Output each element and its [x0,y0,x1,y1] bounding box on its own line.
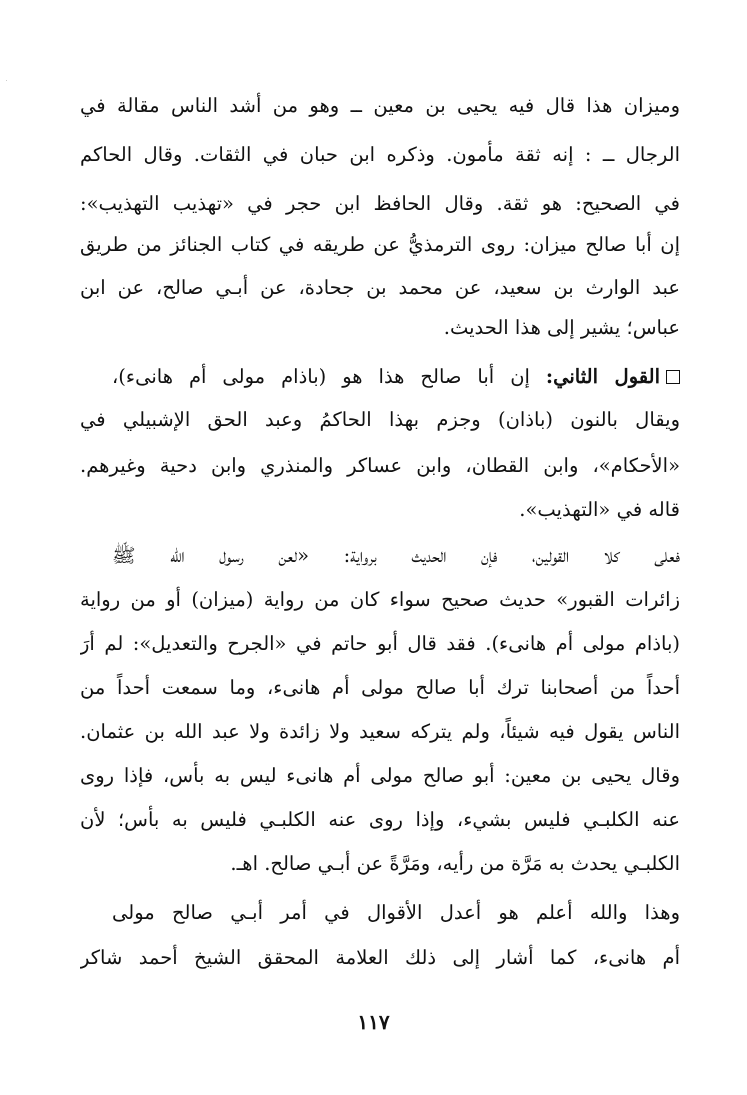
text-line: في الصحيح: هو ثقة. وقال الحافظ ابن حجر في «تهذيب التهذيب»: [80,192,680,215]
text-line: وميزان هذا قال فيه يحيى بن معين ــ وهو من أشد الناس مقالة في [80,94,680,117]
text-line [112,357,680,397]
text-line: الناس يقول فيه شيئاً، ولم يتركه سعيد ولا زائدة ولا عبد الله بن عثمان. [80,720,680,743]
text-line: ويقال بالنون (باذان) وجزم بهذا الحاكمُ وعبد الحق الإشبيلي في [80,408,680,431]
text-line: عبد الوارث بن سعيد، عن محمد بن جحادة، عن أبـي صالح، عن ابن [80,276,680,299]
text-line: عنه الكلبـي فليس بشيء، وإذا روى عنه الكلبـي فليس به بأس؛ لأن [80,808,680,831]
text-line: الكلبـي يحدث به مَرَّة من رأيه، ومَرَّةً عن أبـي صالح. اهـ. [230,852,680,875]
text-line: قاله في «التهذيب». [519,498,680,521]
text-line: «الأحكام»، وابن القطان، وابن عساكر والمنذري وابن دحية وغيرهم. [80,454,680,477]
section-heading: القول الثاني: [545,365,661,388]
text-line: فعلى كلا القولين، فإن الحديث برواية: «لعن رسول الله ﷺ [112,544,680,567]
text-line: أحداً من أصحابنا ترك أبا صالح مولى أم هانىء، وما سمعت أحداً من [80,676,680,699]
scan-speck [6,80,7,81]
text-line: (باذام مولى أم هانىء). فقد قال أبو حاتم في «الجرح والتعديل»: لم أرَ [80,632,680,655]
text-line: عباس؛ يشير إلى هذا الحديث. [443,316,680,339]
text-line: الرجال ــ : إنه ثقة مأمون. وذكره ابن حبان في الثقات. وقال الحاكم [80,143,680,166]
page-number: ١١٧ [357,1010,390,1034]
text-line: زائرات القبور» حديث صحيح سواء كان من رواية (ميزان) أو من رواية [80,588,680,611]
text-line: أم هانىء، كما أشار إلى ذلك العلامة المحقق الشيخ أحمد شاكر [80,946,680,969]
text-line: إن أبا صالح ميزان: روى الترمذيُّ عن طريقه في كتاب الجنائز من طريق [80,233,680,256]
text-line: وقال يحيى بن معين: أبو صالح مولى أم هانىء ليس به بأس، فإذا روى [80,764,680,787]
checkbox-square-icon [666,370,680,384]
text-line: وهذا والله أعلم هو أعدل الأقوال في أمر أبـي صالح مولى [112,901,680,924]
text-span: إن أبا صالح هذا هو (باذام مولى أم هانىء)، [112,365,530,388]
